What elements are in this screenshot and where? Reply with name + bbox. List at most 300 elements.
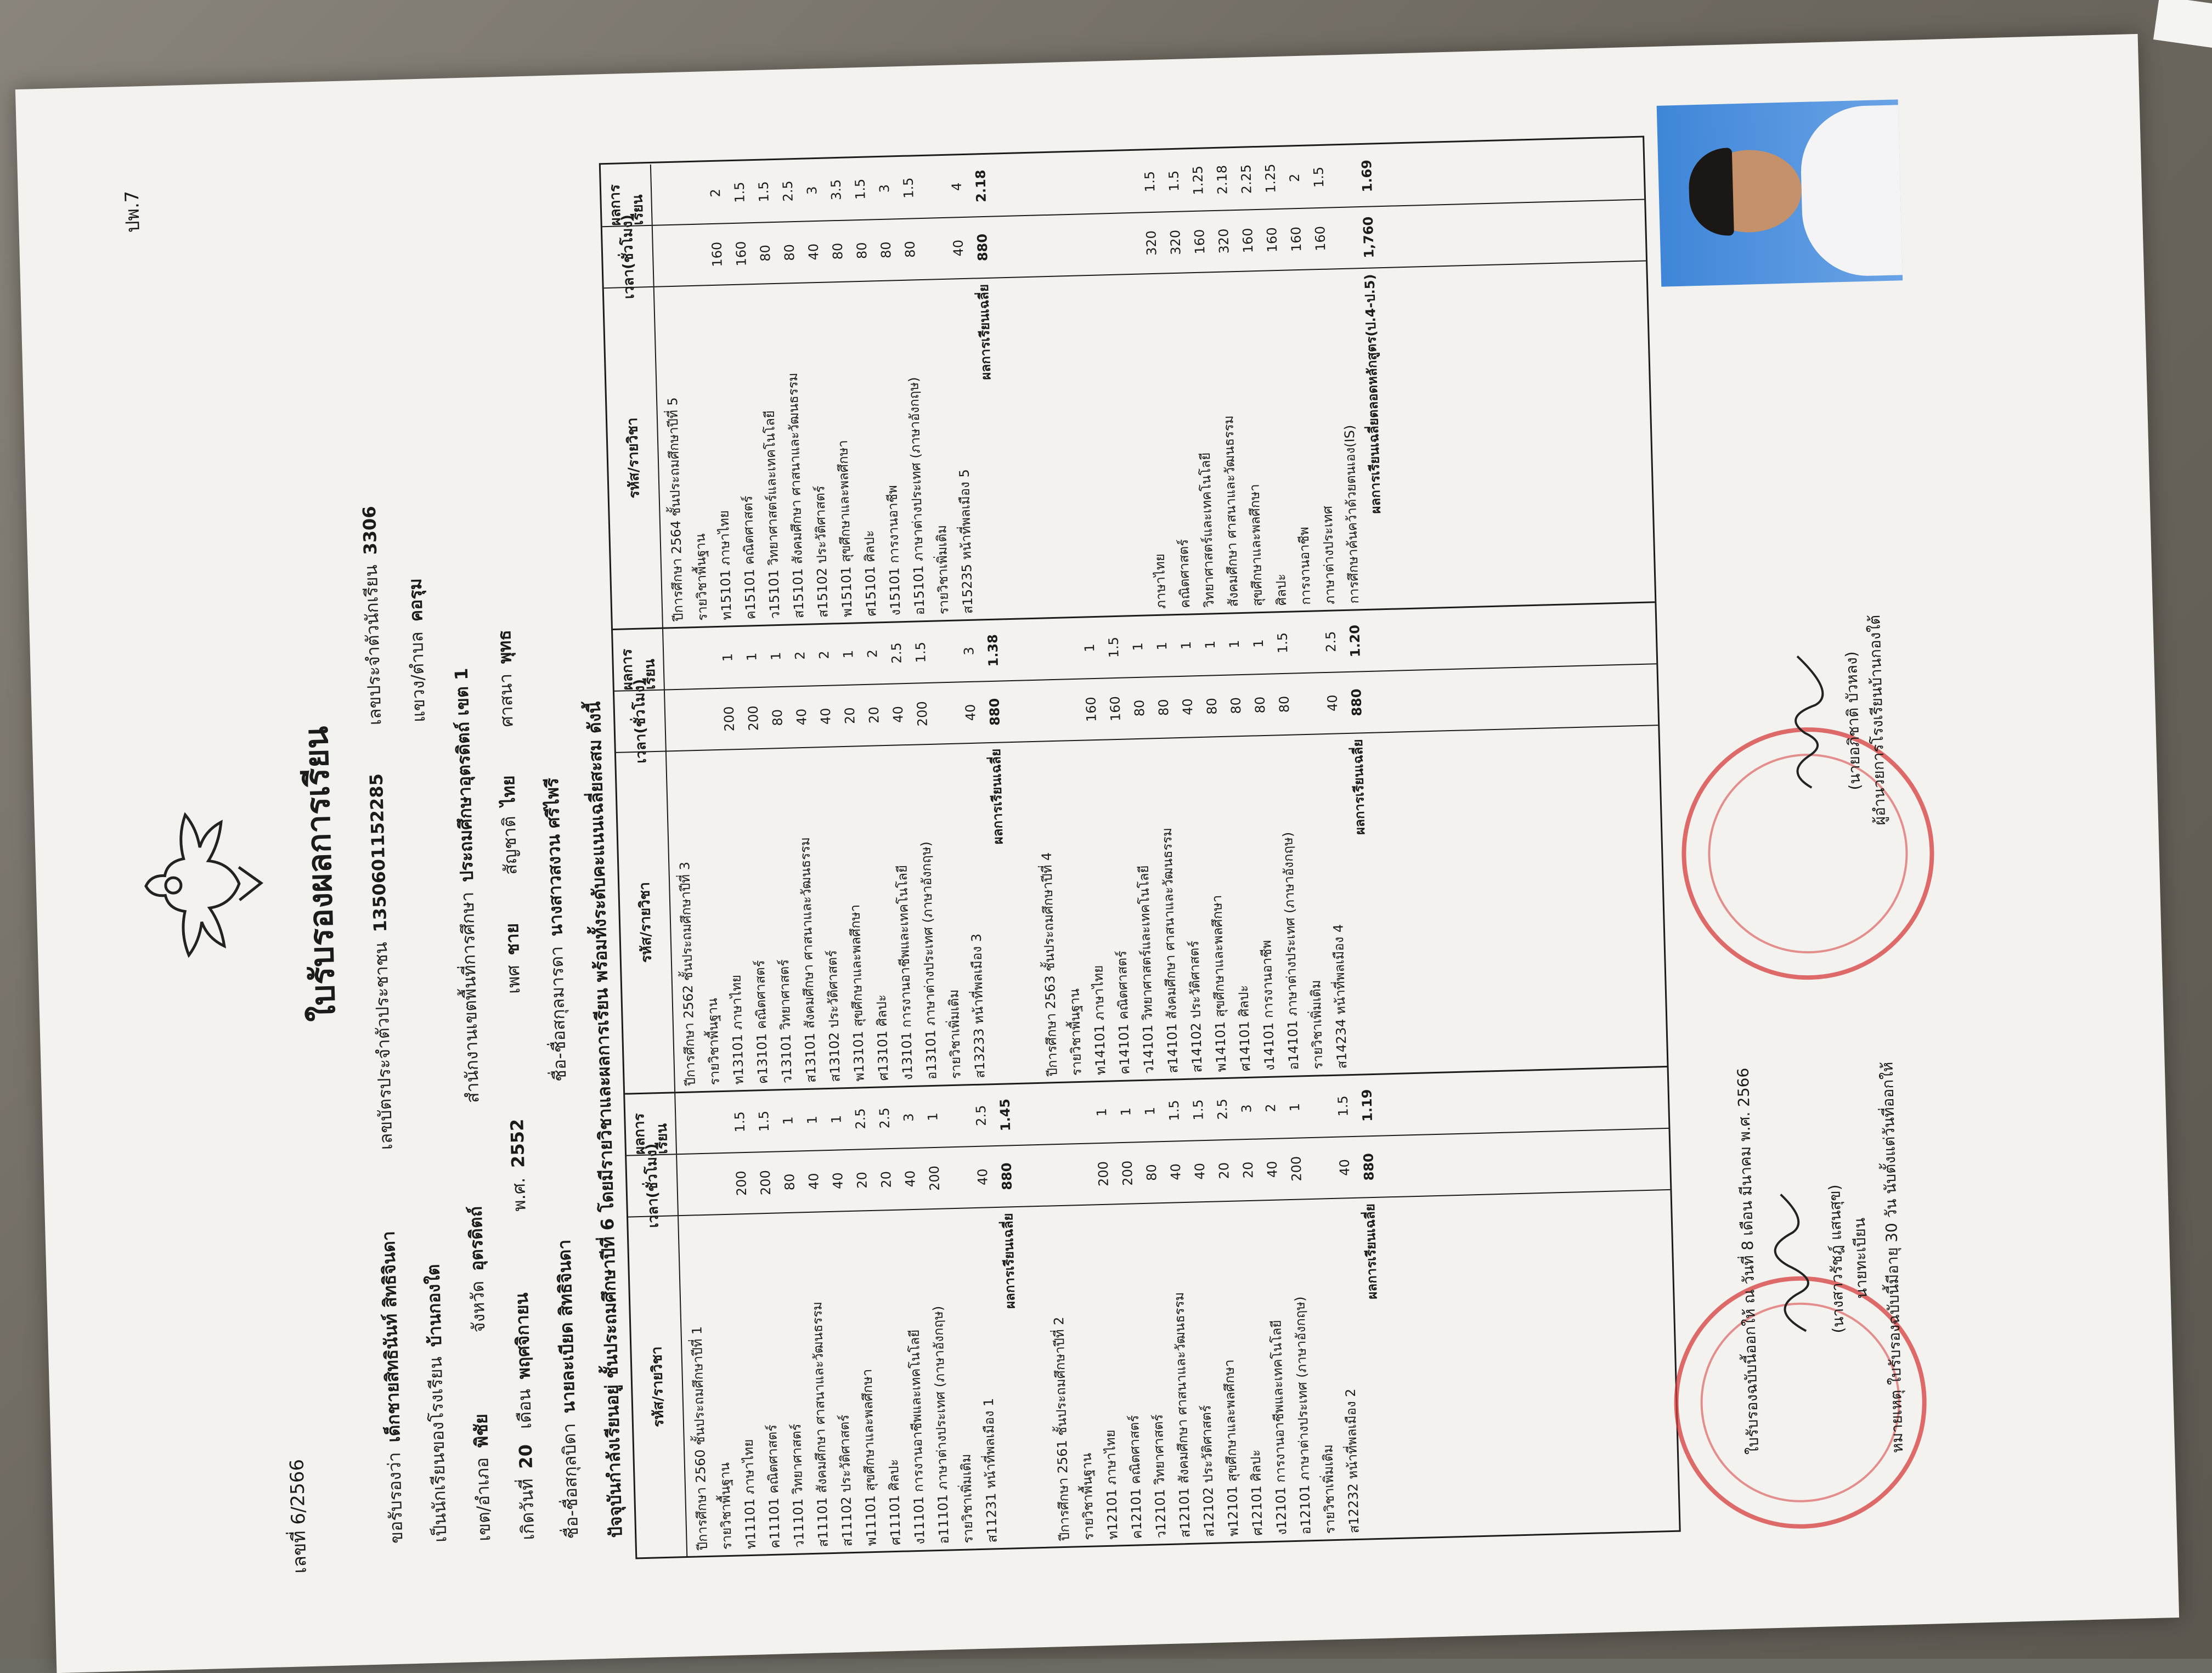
table-cell-hours: 80	[830, 242, 846, 260]
table-cell-hours: 40	[806, 1173, 822, 1190]
table-cell-subject: ผลการเรียนเฉลี่ย	[1350, 739, 1368, 835]
table-cell-hours	[1006, 681, 1032, 742]
grades-table	[599, 135, 1681, 1559]
table-cell-hours	[1030, 680, 1056, 741]
table-cell-hours: 320	[1167, 229, 1184, 256]
table-cell-hours: 40	[805, 243, 822, 261]
table-cell-grade: 1	[1226, 640, 1243, 649]
table-cell-subject: ส12101 สังคมศึกษา ศาสนาและวัฒนธรรม	[1171, 1292, 1193, 1538]
table-cell-grade	[1017, 154, 1042, 215]
director-title: ผู้อำนวยการโรงเรียนบ้านกองใต้	[1865, 614, 1889, 826]
table-cell-subject: รายวิชาพื้นฐาน	[1079, 1452, 1097, 1541]
table-cell-subject: ศ11101 ศิลปะ	[885, 1459, 904, 1546]
table-cell-hours	[692, 689, 718, 750]
table-cell-hours: 40	[962, 704, 979, 721]
column-header-subject: รหัส/รายวิชา	[628, 1216, 687, 1557]
table-cell-subject: ค15101 คณิตศาสตร์	[740, 495, 759, 620]
table-cell-hours	[946, 1147, 972, 1208]
table-cell-hours: 880	[1361, 1152, 1377, 1181]
table-cell-hours: 40	[830, 1172, 846, 1190]
column-header-hours: เวลา(ชั่วโมง)	[627, 1155, 679, 1216]
mother-name: นางสาวสงวน ศรีไพรี	[541, 777, 567, 937]
table-cell-grade: 1.5	[1335, 1095, 1351, 1117]
table-cell-grade	[1053, 618, 1079, 679]
table-cell-subject: ผลการเรียนเฉลี่ย	[1000, 1213, 1018, 1309]
table-cell-subject: ส13101 สังคมศึกษา ศาสนาและวัฒนธรรม	[797, 836, 819, 1083]
table-cell-hours	[1018, 216, 1044, 276]
table-cell-hours	[680, 224, 706, 285]
table-cell-subject: ส11101 สังคมศึกษา ศาสนาและวัฒนธรรม	[809, 1301, 831, 1547]
table-cell-grade: 1	[1287, 1103, 1303, 1112]
table-cell-subject: ส15235 หน้าที่พลเมือง 5	[956, 469, 976, 614]
table-cell-subject: ค14101 คณิตศาสตร์	[1114, 950, 1133, 1075]
garuda-emblem-icon	[127, 806, 274, 963]
table-cell-grade: 1.5	[1166, 170, 1182, 192]
birth-day: 20	[515, 1444, 537, 1469]
table-cell-grade: 1.5	[732, 1111, 748, 1133]
table-cell-hours: 80	[1143, 1163, 1160, 1182]
table-cell-grade: 2	[865, 649, 881, 658]
table-cell-hours: 80	[902, 240, 918, 258]
table-cell-subject: วิทยาศาสตร์และเทคโนโลยี	[1197, 452, 1217, 608]
table-cell-subject: ง13101 การงานอาชีพและเทคโนโลยี	[894, 864, 916, 1081]
table-cell-grade: 1.25	[1190, 165, 1206, 195]
table-cell-grade: 2	[816, 650, 832, 659]
table-cell-subject: รายวิชาเพิ่มเติม	[958, 1454, 976, 1544]
table-cell-grade	[1065, 153, 1091, 214]
table-cell-subject: ศ12101 ศิลปะ	[1248, 1449, 1266, 1536]
table-cell-subject: สุขศึกษาและพลศึกษา	[1246, 484, 1266, 607]
table-cell-hours: 80	[1131, 699, 1148, 717]
table-cell-hours: 40	[950, 239, 967, 257]
table-cell-subject: ผลการเรียนเฉลี่ย	[988, 748, 1006, 845]
table-cell-hours: 200	[914, 700, 930, 727]
table-cell-subject: ปีการศึกษา 2563 ชั้นประถมศึกษาปีที่ 4	[1039, 852, 1060, 1077]
table-cell-hours	[704, 1154, 730, 1214]
director-signature-icon	[1775, 639, 1839, 805]
grades-panel	[625, 1066, 1679, 1557]
table-cell-hours: 80	[1155, 699, 1172, 716]
issue-text: ใบรับรองฉบับนี้ออกให้ ณ วันที่ 8 เดือน มีนาคม พ.ศ. 2566	[1734, 1067, 1763, 1455]
table-cell-subject: ง12101 การงานอาชีพและเทคโนโลยี	[1268, 1320, 1290, 1535]
table-cell-hours	[1054, 680, 1080, 741]
table-cell-subject: ส14101 สังคมศึกษา ศาสนาและวัฒนธรรม	[1159, 827, 1181, 1073]
table-cell-subject: รายวิชาเพิ่มเติม	[1308, 980, 1326, 1070]
table-cell-subject: สังคมศึกษา ศาสนาและวัฒนธรรม	[1221, 415, 1242, 607]
certificate-document	[15, 34, 2179, 1673]
table-cell-subject: ส15102 ประวัติศาสตร์	[812, 485, 831, 618]
table-cell-grade: 2.5	[888, 642, 905, 664]
table-cell-hours: 160	[1312, 225, 1329, 252]
table-cell-hours	[668, 689, 694, 750]
table-cell-hours: 80	[1204, 697, 1220, 715]
table-cell-hours: 80	[782, 1173, 798, 1191]
table-cell-hours: 80	[854, 242, 870, 259]
table-cell-hours	[994, 216, 1020, 277]
table-cell-grade: 3	[1239, 1104, 1255, 1114]
table-cell-grade	[667, 628, 692, 689]
table-cell-subject: ส13102 ประวัติศาสตร์	[824, 949, 843, 1083]
page-title: ใบรับรองผลการเรียน	[297, 726, 343, 1022]
table-cell-hours: 80	[878, 241, 894, 259]
parents-line: ชื่อ-ชื่อสกุลบิดานายละเบียด สิทธิจินดา ชื่อ-ชื่อสกุลมารดานางสาวสงวน ศรีไพรี	[541, 777, 583, 1539]
registrar-name: (นางสาวรัชฎ์ แสนสุข)	[1825, 1184, 1848, 1333]
table-cell-hours: 20	[866, 706, 882, 724]
father-name: นายละเบียด สิทธิจินดา	[554, 1239, 579, 1414]
column-header-grade: ผลการเรียน	[613, 629, 665, 691]
student-photo	[1657, 99, 1903, 286]
table-cell-grade: 2.5	[780, 180, 796, 202]
table-cell-subject: รายวิชาเพิ่มเติม	[1320, 1444, 1338, 1534]
table-cell-subject: อ11101 ภาษาต่างประเทศ (ภาษาอังกฤษ)	[930, 1305, 952, 1545]
table-cell-subject: อ13101 ภาษาต่างประเทศ (ภาษาอังกฤษ)	[918, 841, 940, 1080]
table-cell-hours: 40	[817, 708, 834, 725]
table-cell-hours: 20	[878, 1171, 894, 1188]
table-cell-grade: 1	[1142, 1106, 1158, 1116]
registrar-title: นายทะเบียน	[1850, 1217, 1871, 1299]
table-cell-subject: รายวิชาพื้นฐาน	[1066, 988, 1085, 1076]
column-header-subject: รหัส/รายวิชา	[604, 287, 663, 629]
table-cell-hours: 80	[1228, 697, 1244, 714]
table-cell-hours: 20	[1240, 1161, 1256, 1179]
table-cell-grade	[944, 1086, 970, 1146]
table-cell-grade: 3	[876, 184, 893, 193]
table-cell-subject: รายวิชาพื้นฐาน	[704, 998, 723, 1086]
table-cell-hours	[1018, 1145, 1044, 1206]
table-cell-grade	[932, 621, 958, 682]
table-cell-hours: 200	[1119, 1160, 1136, 1186]
table-cell-grade: 1	[804, 1115, 820, 1124]
table-cell-hours	[1331, 207, 1357, 268]
school-name: บ้านกองใต	[422, 1264, 446, 1347]
grades-column-subject	[604, 260, 1655, 629]
table-cell-subject: การศึกษาค้นคว้าด้วยตนเอง(IS)	[1341, 425, 1362, 604]
table-cell-subject: ปีการศึกษา 2562 ชั้นประถมศึกษาปีที่ 3	[677, 861, 698, 1086]
table-cell-subject: รายวิชาเพิ่มเติม	[946, 989, 964, 1079]
table-cell-grade: 1.5	[1166, 1100, 1182, 1121]
table-cell-subject: ท14101 ภาษาไทย	[1090, 965, 1109, 1076]
table-cell-grade	[1017, 1084, 1042, 1145]
table-cell-hours: 80	[781, 244, 798, 261]
table-cell-grade	[1330, 146, 1356, 207]
table-cell-hours: 40	[1324, 694, 1341, 712]
table-cell-subject: ส13233 หน้าที่พลเมือง 3	[968, 933, 988, 1079]
table-cell-grade: 1.19	[1359, 1089, 1375, 1122]
table-cell-hours: 880	[1348, 688, 1365, 716]
table-cell-hours: 160	[1264, 227, 1280, 253]
grades-column-subject	[616, 725, 1667, 1093]
province: อุตรดิตถ์	[465, 1206, 488, 1271]
table-cell-subject: คณิตศาสตร์	[1176, 539, 1193, 609]
table-cell-grade	[679, 163, 704, 224]
table-cell-grade	[1065, 1083, 1091, 1144]
table-cell-subject: การงานอาชีพ	[1296, 527, 1314, 606]
table-cell-hours: 160	[1192, 229, 1208, 255]
table-cell-grade: 1	[1130, 642, 1146, 651]
table-cell-hours	[656, 225, 682, 286]
table-cell-subject: ศ15101 ศิลปะ	[861, 530, 879, 617]
table-cell-hours: 40	[793, 708, 810, 726]
table-cell-grade: 1	[1118, 1107, 1134, 1116]
national-id: 1350601152285	[365, 773, 391, 932]
table-cell-hours: 880	[974, 233, 991, 262]
student-name: เด็กชายสิทธินันท์ สิทธิจินดา	[377, 1230, 404, 1443]
table-cell-subject: ว12101 วิทยาศาสตร์	[1150, 1414, 1169, 1539]
table-cell-subject: ส11231 หน้าที่พลเมือง 1	[980, 1398, 1000, 1543]
table-cell-grade: 1	[925, 1112, 941, 1122]
table-cell-subject: พ13101 สุขศึกษาและพลศึกษา	[847, 904, 867, 1082]
table-cell-hours	[1066, 1144, 1092, 1205]
grades-panel	[601, 139, 1655, 629]
sex: ชาย	[501, 923, 523, 956]
table-cell-grade	[691, 628, 716, 688]
table-cell-hours: 160	[1083, 696, 1099, 722]
table-cell-subject: รายวิชาเพิ่มเติม	[934, 524, 952, 615]
table-cell-grade: 1	[744, 652, 760, 662]
table-cell-subject: ว15101 วิทยาศาสตร์และเทคโนโลยี	[761, 410, 783, 619]
certificate-paper	[15, 34, 2179, 1673]
validity-note: หมายเหตุ ใบรับรองฉบับนี้มีอายุ 30 วัน นับตั้งแต่วันที่ออกให้	[1878, 1061, 1907, 1454]
birth-month: พฤศจิกายน	[511, 1292, 534, 1380]
table-cell-hours: 80	[757, 244, 774, 262]
table-cell-hours: 40	[1336, 1158, 1353, 1177]
table-cell-hours	[1308, 1138, 1334, 1199]
district: พิชัย	[470, 1413, 492, 1448]
table-cell-grade: 3	[804, 186, 820, 195]
grades-column-subject	[628, 1189, 1679, 1558]
table-cell-grade: 3	[961, 646, 977, 655]
table-cell-grade: 1.5	[852, 178, 868, 200]
certify-line: ขอรับรองว่าเด็กชายสิทธินันท์ สิทธิจินดา เลขบัตรประจำตัวประชาชน1350601152285 เลขประจำตัวนักเรียน3306	[358, 505, 407, 1544]
table-cell-grade	[654, 164, 680, 225]
table-cell-hours: 200	[745, 705, 761, 731]
table-cell-grade: 1	[720, 653, 736, 662]
table-cell-subject: อ15101 ภาษาต่างประเทศ (ภาษาอังกฤษ)	[906, 377, 928, 615]
table-cell-grade: 1.5	[755, 181, 772, 202]
column-header-grade: ผลการเรียน	[625, 1093, 677, 1155]
table-cell-hours: 160	[709, 241, 725, 268]
table-cell-subject: ส12102 ประวัติศาสตร์	[1198, 1405, 1217, 1538]
table-cell-grade: 4	[949, 182, 965, 191]
form-code: ปพ.7	[121, 190, 144, 233]
table-cell-subject: ภาษาไทย	[1152, 553, 1169, 609]
grades-panel	[613, 601, 1667, 1093]
table-cell-subject: พ12101 สุขศึกษาและพลศึกษา	[1221, 1359, 1242, 1537]
director-signature-block	[1770, 473, 1895, 969]
table-cell-subject: ท11101 ภาษาไทย	[740, 1439, 759, 1550]
table-cell-grade: 3.5	[828, 179, 844, 201]
table-cell-grade: 2	[1286, 173, 1303, 183]
table-cell-subject: รายวิชาพื้นฐาน	[692, 533, 710, 621]
table-cell-subject: ท12101 ภาษาไทย	[1102, 1429, 1121, 1540]
table-cell-subject: ผลการเรียนเฉลี่ยตลอดหลักสูตร(ป.4-ป.5)	[1362, 274, 1384, 514]
table-cell-grade: 1.5	[756, 1110, 772, 1132]
table-cell-subject: ท13101 ภาษาไทย	[728, 974, 747, 1085]
column-header-hours: เวลา(ชั่วโมง)	[602, 226, 654, 287]
table-cell-grade	[1041, 154, 1066, 214]
table-cell-hours: 160	[1107, 696, 1124, 722]
table-cell-hours	[1090, 214, 1116, 275]
table-cell-hours	[1042, 1145, 1068, 1206]
subdistrict: คอรุม	[404, 578, 427, 622]
table-cell-hours: 200	[721, 706, 737, 732]
table-cell-hours: 880	[986, 698, 1003, 726]
religion: พุทธ	[493, 629, 516, 664]
column-header-hours: เวลา(ชั่วโมง)	[614, 691, 667, 752]
table-cell-grade: 1	[840, 649, 856, 659]
table-cell-grade: 1.45	[997, 1098, 1014, 1132]
table-cell-hours: 40	[902, 1170, 918, 1188]
table-cell-hours: 200	[1095, 1161, 1111, 1187]
table-cell-grade: 1.5	[912, 641, 929, 663]
nationality: ไทย	[497, 775, 520, 807]
table-cell-grade: 2	[1263, 1103, 1279, 1112]
table-cell-grade: 2.5	[973, 1105, 989, 1127]
table-cell-grade: 1.20	[1347, 624, 1363, 658]
table-cell-grade: 1.5	[731, 182, 748, 204]
table-cell-subject: ค13101 คณิตศาสตร์	[752, 960, 771, 1084]
table-cell-hours: 20	[1216, 1162, 1232, 1179]
table-cell-hours: 160	[1240, 228, 1256, 253]
table-cell-grade: 1.38	[985, 634, 1002, 667]
table-cell-grade: 1.5	[900, 177, 917, 199]
table-cell-subject: ท15101 ภาษาไทย	[716, 510, 735, 620]
table-cell-grade: 1	[1094, 1107, 1110, 1117]
table-cell-grade: 1	[1250, 639, 1267, 648]
table-cell-grade: 2	[792, 651, 808, 660]
table-cell-subject: ผลการเรียนเฉลี่ย	[975, 284, 994, 380]
table-cell-hours	[1066, 214, 1092, 275]
student-number: 3306	[358, 505, 381, 556]
table-cell-hours: 320	[1143, 230, 1160, 256]
table-cell-subject: ค11101 คณิตศาสตร์	[764, 1424, 783, 1549]
table-cell-grade: 1.69	[1359, 159, 1375, 193]
table-cell-subject: ง15101 การงานอาชีพ	[884, 484, 904, 616]
table-cell-grade: 2.25	[1238, 164, 1255, 194]
table-cell-grade: 1.5	[1142, 171, 1158, 193]
table-cell-subject: ส14102 ประวัติศาสตร์	[1186, 940, 1205, 1073]
table-cell-hours: 80	[769, 709, 786, 726]
table-cell-subject: พ15101 สุขศึกษาและพลศึกษา	[835, 439, 855, 618]
table-cell-grade: 1.5	[1105, 636, 1122, 658]
table-cell-grade	[1005, 619, 1030, 680]
table-cell-subject: ปีการศึกษา 2564 ชั้นประถมศึกษาปีที่ 5	[664, 397, 686, 622]
table-cell-grade	[920, 157, 946, 218]
table-cell-grade: 1	[828, 1115, 844, 1124]
table-cell-grade: 2.5	[1214, 1098, 1231, 1120]
paper-scrap	[2153, 0, 2212, 48]
table-cell-subject: ศิลปะ	[1273, 573, 1290, 606]
table-cell-grade: 3	[901, 1113, 917, 1122]
table-cell-grade: 2.18	[1214, 165, 1231, 195]
table-cell-grade	[1089, 152, 1115, 213]
table-cell-hours: 40	[1167, 1163, 1184, 1181]
table-cell-hours	[1042, 215, 1068, 276]
registrar-signature-block	[1728, 956, 1912, 1563]
table-cell-subject: ผลการเรียนเฉลี่ย	[1362, 1203, 1380, 1300]
birth-year: 2552	[506, 1118, 529, 1168]
table-cell-hours: 200	[733, 1170, 750, 1196]
table-cell-subject: ศ14101 ศิลปะ	[1235, 985, 1254, 1072]
table-cell-hours: 40	[974, 1168, 991, 1186]
table-cell-subject: ว14101 วิทยาศาสตร์และเทคโนโลยี	[1136, 865, 1157, 1075]
table-cell-grade	[1306, 1076, 1332, 1137]
table-cell-grade	[992, 155, 1018, 216]
education-area: ประถมศึกษาอุตรดิตถ์ เขต 1	[450, 668, 477, 883]
table-cell-hours: 40	[1180, 698, 1196, 716]
table-cell-subject: อ14101 ภาษาต่างประเทศ (ภาษาอังกฤษ)	[1280, 832, 1302, 1071]
birth-line: เกิดวันที่20 เดือนพฤศจิกายน พ.ศ.2552 เพศชาย สัญชาติไทย ศาสนาพุทธ	[493, 629, 539, 1541]
table-cell-hours	[1296, 673, 1322, 734]
table-cell-grade: 2.5	[876, 1107, 893, 1129]
table-cell-grade: 1.5	[1274, 632, 1291, 654]
table-cell-subject: ส11102 ประวัติศาสตร์	[836, 1414, 855, 1547]
table-cell-grade: 2	[708, 188, 724, 197]
table-cell-hours: 40	[890, 705, 906, 724]
table-cell-subject: ง14101 การงานอาชีพ	[1259, 940, 1278, 1071]
table-cell-subject: ปีการศึกษา 2561 ชั้นประถมศึกษาปีที่ 2	[1051, 1316, 1073, 1541]
table-cell-grade: 1	[1178, 641, 1194, 650]
table-cell-grade: 1	[768, 652, 784, 661]
district-line: เขต/อำเภอพิชัย จังหวัดอุตรดิตถ์ สำนักงานเขตพื้นที่การศึกษาประถมศึกษาอุตรดิตถ์ เขต 1	[450, 668, 495, 1542]
table-cell-grade: 2.18	[973, 169, 989, 203]
table-cell-subject: ส14234 หน้าที่พลเมือง 4	[1330, 924, 1350, 1069]
table-cell-subject: ว13101 วิทยาศาสตร์	[776, 959, 795, 1084]
table-cell-grade: 2.5	[853, 1108, 869, 1129]
table-cell-grade	[1294, 612, 1320, 672]
table-cell-subject: ส12232 หน้าที่พลเมือง 2	[1342, 1388, 1362, 1534]
table-cell-grade: 1	[1202, 640, 1218, 649]
table-cell-hours	[922, 218, 947, 279]
table-cell-grade: 1	[1154, 641, 1170, 651]
director-name: (นายอภิชาติ บัวหลง)	[1842, 651, 1864, 790]
table-cell-grade: 1.25	[1262, 163, 1279, 194]
table-cell-hours: 20	[854, 1171, 870, 1189]
table-cell-grade: 2.5	[1323, 631, 1339, 653]
table-cell-hours	[934, 683, 960, 744]
table-cell-grade: 1.5	[1311, 166, 1327, 188]
table-cell-hours: 880	[998, 1162, 1015, 1190]
document-number: เลขที่ 6/2566	[286, 1459, 311, 1574]
table-cell-subject: ปีการศึกษา 2560 ชั้นประถมศึกษาปีที่ 1	[689, 1326, 711, 1551]
table-cell-grade	[1029, 619, 1054, 680]
table-cell-hours	[680, 1154, 706, 1215]
table-cell-hours: 80	[1252, 696, 1268, 714]
column-header-subject: รหัส/รายวิชา	[616, 751, 675, 1093]
table-cell-subject: ว11101 วิทยาศาสตร์	[788, 1423, 807, 1548]
table-cell-subject: ศ13101 ศิลปะ	[873, 994, 891, 1081]
table-cell-subject: ภาษาต่างประเทศ	[1319, 505, 1338, 605]
table-cell-grade	[1041, 1083, 1066, 1144]
table-cell-subject: ส15101 สังคมศึกษา ศาสนาและวัฒนธรรม	[785, 372, 807, 619]
registrar-signature-icon	[1758, 1177, 1823, 1343]
table-cell-hours: 200	[926, 1165, 943, 1191]
school-line: เป็นนักเรียนของโรงเรียนบ้านกองใต แขวง/ตำบลคอรุม	[404, 578, 451, 1543]
table-cell-grade	[703, 1092, 729, 1153]
table-cell-hours: 40	[1264, 1161, 1280, 1178]
table-cell-hours: 40	[1192, 1162, 1208, 1180]
table-cell-subject: ค12101 คณิตศาสตร์	[1126, 1415, 1145, 1539]
table-cell-hours: 20	[842, 707, 858, 725]
table-cell-hours: 1,760	[1360, 216, 1377, 258]
table-cell-subject: อ12101 ภาษาต่างประเทศ (ภาษาอังกฤษ)	[1292, 1296, 1314, 1535]
column-header-grade: ผลการเรียน	[601, 165, 653, 226]
table-cell-hours	[1114, 213, 1140, 274]
table-cell-hours: 80	[1276, 696, 1293, 713]
table-cell-grade	[1113, 152, 1139, 213]
table-cell-subject: พ14101 สุขศึกษาและพลศึกษา	[1209, 895, 1229, 1072]
table-cell-hours: 320	[1216, 228, 1232, 254]
